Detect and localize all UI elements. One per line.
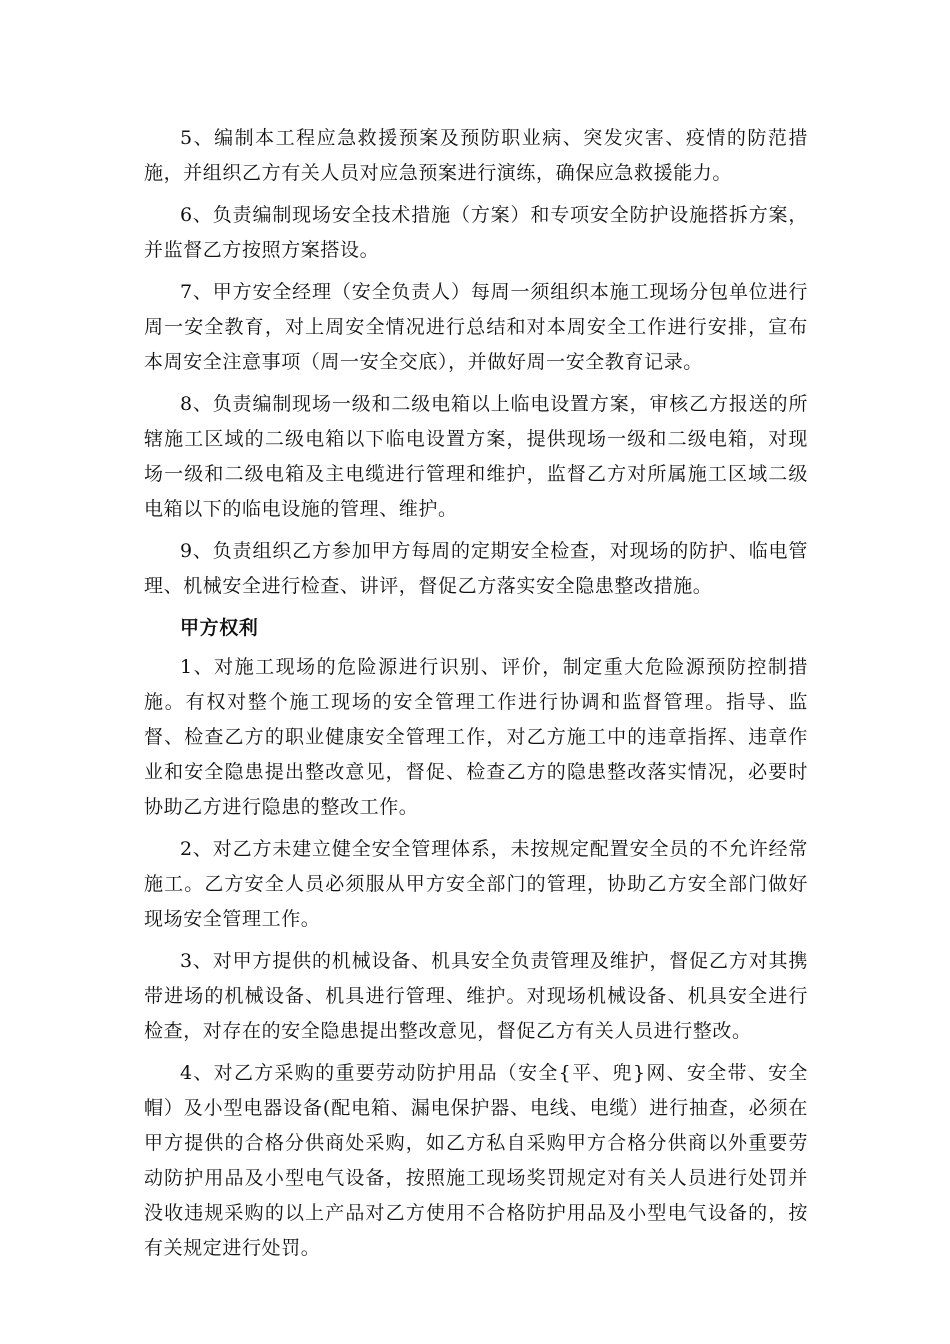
paragraph-item-6: 6、负责编制现场安全技术措施（方案）和专项安全防护设施搭拆方案，并监督乙方按照方案搭设。 <box>144 204 808 261</box>
section-heading: 甲方权利 <box>180 617 259 639</box>
rights-paragraph-2: 2、对乙方未建立健全安全管理体系，未按规定配置安全员的不允许经常施工。乙方安全人员必须服从甲方安全部门的管理，协助乙方安全部门做好现场安全管理工作。 <box>144 838 808 930</box>
document-body <box>144 121 808 1273</box>
paragraph-item-8: 8、负责编制现场一级和二级电箱以上临电设置方案，审核乙方报送的所辖施工区域的二级电箱以下临电设置方案，提供现场一级和二级电箱，对现场一级和二级电箱及主电缆进行管理和维护，监督乙方对所属施工区域二级电箱以下的临电设施的管理、维护。 <box>144 393 808 520</box>
rights-paragraph-1: 1、对施工现场的危险源进行识别、评价，制定重大危险源预防控制措施。有权对整个施工现场的安全管理工作进行协调和监督管理。指导、监督、检查乙方的职业健康安全管理工作，对乙方施工中的违章指挥、违章作业和安全隐患提出整改意见，督促、检查乙方的隐患整改落实情况，必要时协助乙方进行隐患的整改工作。 <box>144 656 808 818</box>
paragraph-item-5: 5、编制本工程应急救援预案及预防职业病、突发灾害、疫情的防范措施，并组织乙方有关人员对应急预案进行演练，确保应急救援能力。 <box>144 127 808 184</box>
paragraph-item-9: 9、负责组织乙方参加甲方每周的定期安全检查，对现场的防护、临电管理、机械安全进行检查、讲评，督促乙方落实安全隐患整改措施。 <box>144 540 808 597</box>
rights-paragraph-3: 3、对甲方提供的机械设备、机具安全负责管理及维护，督促乙方对其携带进场的机械设备、机具进行管理、维护。对现场机械设备、机具安全进行检查，对存在的安全隐患提出整改意见，督促乙方有关人员进行整改。 <box>144 950 808 1042</box>
rights-paragraph-4: 4、对乙方采购的重要劳动防护用品（安全{平、兜}网、安全带、安全帽）及小型电器设备(配电箱、漏电保护器、电线、电缆）进行抽查，必须在甲方提供的合格分供商处采购，如乙方私自采购甲方合格分供商以外重要劳动防护用品及小型电气设备，按照施工现场奖罚规定对有关人员进行处罚并没收违规采购的以上产品对乙方使用不合格防护用品及小型电气设备的，按有关规定进行处罚。 <box>144 1062 808 1259</box>
paragraph-item-7: 7、甲方安全经理（安全负责人）每周一须组织本施工现场分包单位进行周一安全教育，对上周安全情况进行总结和对本周安全工作进行安排，宣布本周安全注意事项（周一安全交底），并做好周一安全教育记录。 <box>144 281 808 373</box>
